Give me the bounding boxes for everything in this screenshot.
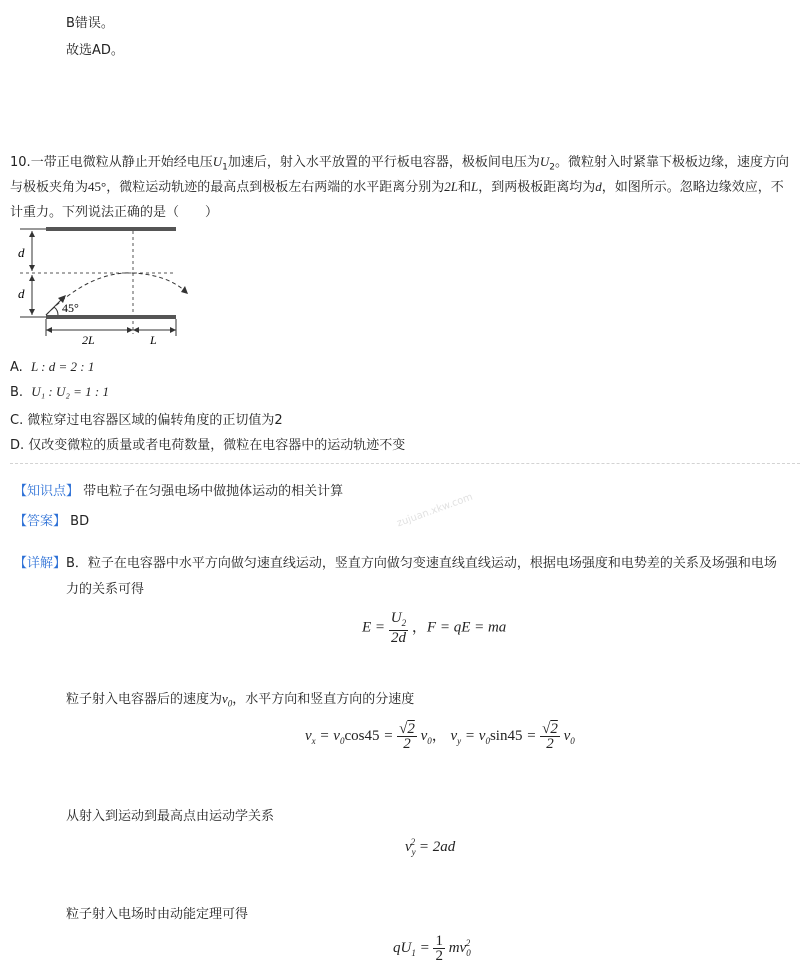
question-line-3: 计重力。下列说法正确的是（ ） <box>10 205 219 220</box>
detail-para-kinematics: 从射入到运动到最高点由运动学关系 <box>66 809 275 824</box>
prev-line-2: 故选AD。 <box>66 43 124 58</box>
question-line-1 <box>10 151 789 173</box>
var-d: d <box>595 179 602 194</box>
capacitor-figure <box>10 222 200 348</box>
question-text: ，到两极板距离均为 <box>478 180 596 195</box>
var-u: U <box>539 154 550 169</box>
knowledge-tag: 【知识点】 <box>14 484 80 499</box>
option-text: 仅改变微粒的质量或者电荷数量，微粒在电容器中的运动轨迹不变 <box>28 438 406 453</box>
answer-text: BD <box>70 514 90 529</box>
var-sub: 2 <box>549 162 555 173</box>
question-number: 10. <box>10 155 31 170</box>
question-text: 和 <box>457 180 471 195</box>
answer-row <box>14 510 89 529</box>
option-key: C. <box>10 413 24 428</box>
label-angle: 45° <box>62 301 79 315</box>
label-d-top: d <box>18 245 25 260</box>
question-text: 与极板夹角为 <box>10 180 89 195</box>
equation-e-field: E = $\frac{U_2}{2d}$ ，F = qE = ma <box>362 610 507 646</box>
bottom-plate <box>46 315 176 319</box>
watermark: zujuan.xkw.com <box>395 491 475 530</box>
label-2l: 2L <box>82 333 95 347</box>
option-key: D. <box>10 438 25 453</box>
knowledge-text: 带电粒子在匀强电场中做抛体运动的相关计算 <box>83 484 344 499</box>
equation-kinematics: $v_y^2 = 2ad$ <box>405 837 456 857</box>
var-sub: 1 <box>222 162 228 173</box>
label-l: L <box>150 333 157 347</box>
equation-components: $v_x = v_0\cos 45$ = $\frac{√2}{2}$ $v_0$， $v_y = v_0\sin 45$ = $\frac{√2}{2}$ $v_0$ <box>305 721 575 752</box>
answer-tag: 【答案】 <box>14 514 67 529</box>
option-text: 微粒穿过电容器区域的偏转角度的正切值为2 <box>27 413 283 428</box>
prev-line-1: B错误。 <box>66 16 114 31</box>
detail-para-velocity: 粒子射入电容器后的速度为$v_0$，水平方向和竖直方向的分速度 <box>66 691 415 709</box>
angle-value: 45° <box>88 179 107 194</box>
var-l: L <box>470 179 479 194</box>
detail-tag: 【详解】 <box>14 556 67 571</box>
option-key: A. <box>10 360 23 375</box>
knowledge-point <box>14 480 343 499</box>
var-u: U <box>212 154 223 169</box>
question-text: ，如图所示。忽略边缘效应，不 <box>601 180 784 195</box>
detail-para-energy: 粒子射入电场时由动能定理可得 <box>66 907 249 922</box>
angle-arc <box>54 307 58 315</box>
detail-text: ，水平方向和竖直方向的分速度 <box>232 692 415 707</box>
option-b[interactable] <box>10 384 109 400</box>
option-text: U₁ : U₂ = 1 : 1 <box>31 384 109 399</box>
option-d[interactable] <box>10 434 405 453</box>
detail-line-2: 力的关系可得 <box>66 582 145 597</box>
option-c[interactable] <box>10 409 283 428</box>
trajectory-arrow <box>181 286 188 294</box>
detail-line-1 <box>14 552 777 571</box>
question-text: ，微粒运动轨迹的最高点到极板左右两端的水平距离分别为 <box>106 180 445 195</box>
option-text: L : d = 2 : 1 <box>30 359 95 374</box>
detail-text: 粒子射入电容器后的速度为 <box>66 692 223 707</box>
question-text: 一带正电微粒从静止开始经电压 <box>30 155 213 170</box>
top-plate <box>46 227 176 231</box>
question-line-2 <box>10 176 784 195</box>
var-2l: 2L <box>444 179 458 194</box>
option-key: B. <box>10 385 24 400</box>
detail-text: B．粒子在电容器中水平方向做匀速直线运动，竖直方向做匀变速直线直线运动，根据电场强度和电势差的关系及场强和电场 <box>66 556 777 571</box>
divider <box>10 463 800 464</box>
equation-energy: $qU_1$ = $\frac{1}{2}$ $mv_0^2$ <box>393 933 471 964</box>
label-d-bottom: d <box>18 286 25 301</box>
question-text: 加速后，射入水平放置的平行板电容器，极板间电压为 <box>227 155 540 170</box>
option-a[interactable] <box>10 359 94 375</box>
question-text: 。微粒射入时紧靠下极板边缘，速度方向 <box>554 155 789 170</box>
